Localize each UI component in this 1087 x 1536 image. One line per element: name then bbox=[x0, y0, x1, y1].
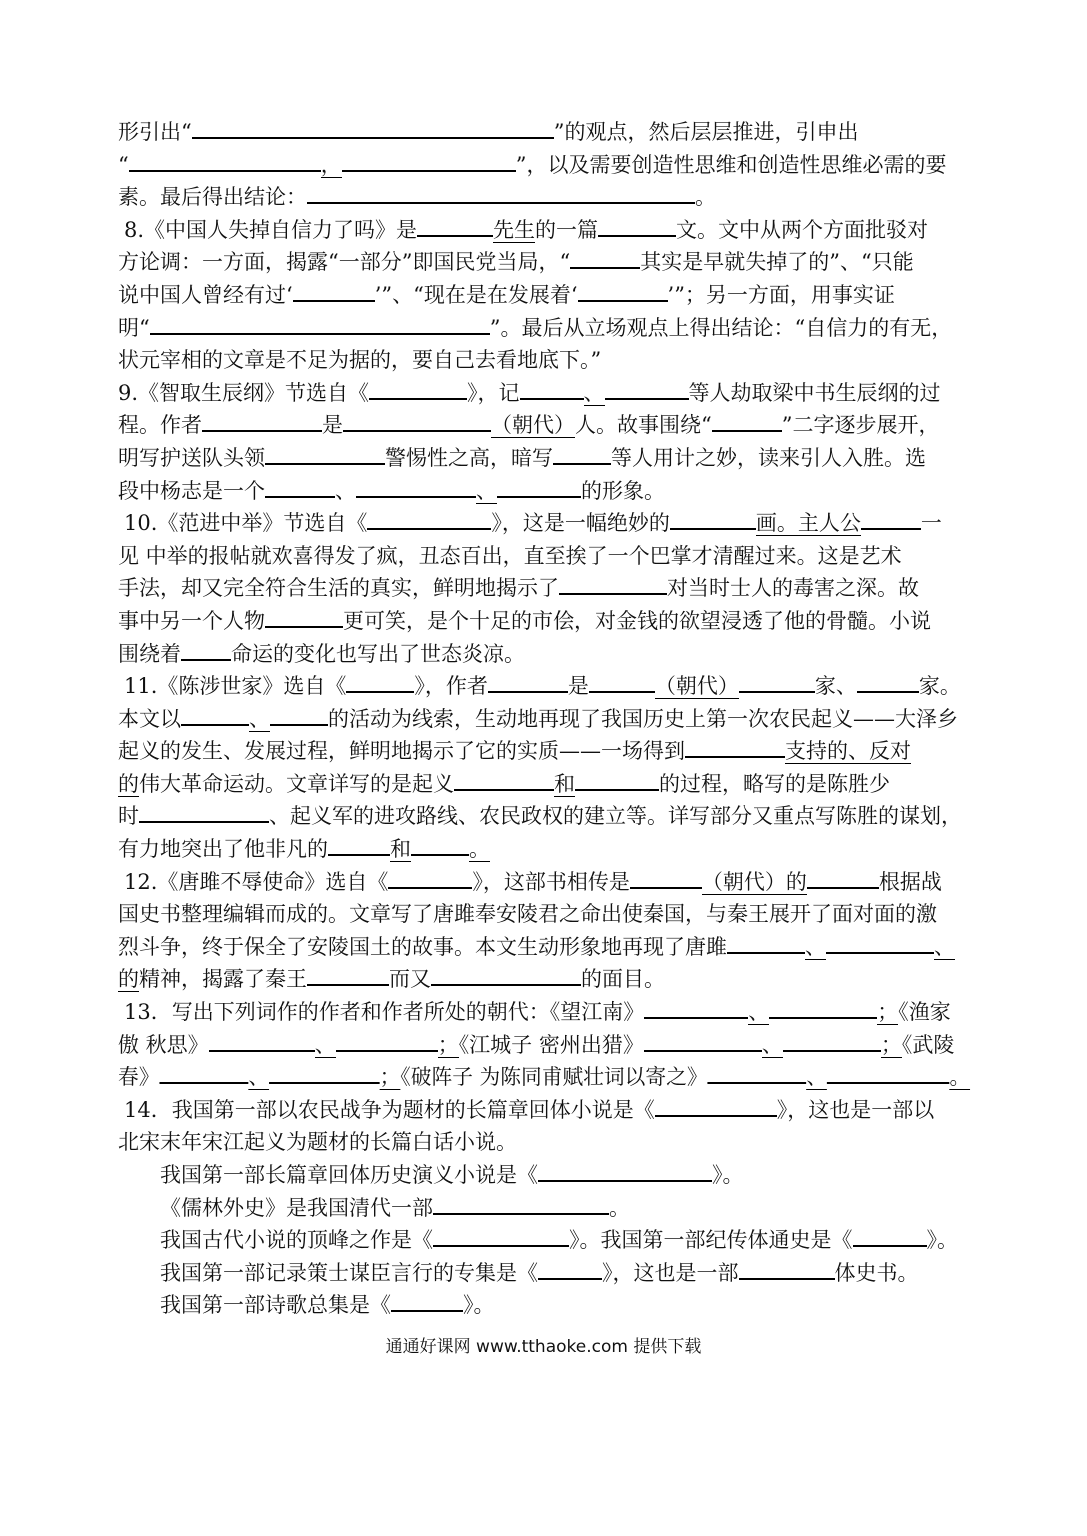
answer-blank[interactable] bbox=[783, 1029, 881, 1052]
line-text: 起义的发生、发展过程，鲜明地揭示了它的实质——一场得到 bbox=[118, 739, 685, 764]
line-text: 烈斗争，终于保全了安陵国土的故事。本文生动形象地再现了唐雎 bbox=[118, 934, 727, 959]
line-text: （朝代）的 bbox=[701, 869, 807, 894]
text-line bbox=[118, 214, 970, 247]
answer-blank[interactable] bbox=[343, 410, 491, 433]
text-line bbox=[118, 279, 970, 312]
line-text: 家、 bbox=[814, 674, 857, 699]
answer-blank[interactable] bbox=[202, 410, 322, 433]
answer-blank[interactable] bbox=[644, 1029, 762, 1052]
answer-blank[interactable] bbox=[367, 508, 491, 531]
answer-blank[interactable] bbox=[270, 703, 328, 726]
text-line bbox=[118, 1289, 970, 1322]
answer-blank[interactable] bbox=[589, 671, 655, 694]
line-text: 、起义军的进攻路线、农民政权的建立等。详写部分又重点写陈胜的谋划， bbox=[269, 804, 962, 829]
footer-credit: 通通好课网 www.tthaoke.com 提供下载 bbox=[385, 1337, 702, 1357]
line-text: 、 bbox=[805, 934, 826, 959]
answer-blank[interactable] bbox=[553, 442, 611, 465]
line-text: 》。我国第一部纪传体通史是《 bbox=[569, 1228, 853, 1253]
line-text: 更可笑，是个十足的市侩，对金钱的欲望浸透了他的骨髓。小说 bbox=[343, 608, 931, 633]
line-text: 》。 bbox=[463, 1293, 495, 1318]
line-text: 的过程，略写的是陈胜少 bbox=[659, 771, 890, 796]
line-text: ”的观点，然后层层推进，引申出 bbox=[553, 120, 859, 144]
answer-blank[interactable] bbox=[538, 1257, 602, 1280]
line-text: ； bbox=[379, 1065, 401, 1090]
text-line bbox=[118, 1224, 970, 1257]
text-line bbox=[118, 996, 970, 1029]
answer-blank[interactable] bbox=[570, 247, 640, 270]
answer-blank[interactable] bbox=[578, 279, 668, 302]
line-text: 10.《范进中举》节选自《 bbox=[124, 511, 368, 536]
text-line bbox=[118, 377, 970, 410]
answer-blank[interactable] bbox=[391, 1290, 463, 1313]
answer-blank[interactable] bbox=[708, 1062, 807, 1085]
line-text: ； bbox=[437, 1032, 459, 1057]
text-line bbox=[118, 1192, 970, 1225]
answer-blank[interactable] bbox=[150, 312, 490, 335]
answer-blank[interactable] bbox=[739, 1257, 835, 1280]
answer-blank[interactable] bbox=[346, 671, 414, 694]
answer-blank[interactable] bbox=[861, 508, 921, 531]
document-body bbox=[118, 116, 970, 1322]
answer-blank[interactable] bbox=[159, 1062, 248, 1085]
line-text: 其实是早就失掉了的”、“只能 bbox=[640, 250, 914, 275]
line-text: 而又 bbox=[389, 967, 431, 992]
line-text: 我国第一部诗歌总集是《 bbox=[160, 1293, 391, 1318]
line-text: ’”；另一方面，用事实证 bbox=[667, 282, 895, 307]
text-line bbox=[118, 605, 970, 638]
answer-blank[interactable] bbox=[712, 410, 782, 433]
line-text: 等人劫取梁中书生辰纲的过 bbox=[688, 380, 941, 405]
line-text: 国史书整理编辑而成的。文章写了唐雎奉安陵君之命出使秦国，与秦王展开了面对面的激 bbox=[118, 902, 937, 927]
line-text: 傲 秋思》 bbox=[118, 1032, 209, 1057]
line-text: 春》 bbox=[118, 1065, 160, 1090]
answer-blank[interactable] bbox=[307, 964, 389, 987]
line-text: 14．我国第一部以农民战争为题材的长篇章回体小说是《 bbox=[124, 1097, 655, 1122]
line-text: 》，记 bbox=[467, 380, 520, 405]
line-text: 》。 bbox=[926, 1228, 958, 1253]
answer-blank[interactable] bbox=[129, 149, 321, 172]
text-line bbox=[118, 670, 970, 703]
line-text: 伟大革命运动。文章详写的是起义 bbox=[139, 771, 454, 796]
text-line bbox=[118, 963, 970, 996]
line-text: 、 bbox=[761, 1032, 783, 1057]
answer-blank[interactable] bbox=[853, 1225, 927, 1248]
line-text: 支持的、反对 bbox=[785, 739, 911, 764]
answer-blank[interactable] bbox=[538, 1159, 712, 1182]
line-text: 画。主人公 bbox=[755, 511, 861, 536]
line-text: 是 bbox=[322, 413, 343, 438]
line-text: 素。最后得出结论： bbox=[118, 185, 307, 210]
text-line bbox=[118, 507, 970, 540]
answer-blank[interactable] bbox=[265, 442, 385, 465]
line-text: 人。故事围绕“ bbox=[575, 413, 712, 438]
answer-blank[interactable] bbox=[739, 671, 757, 694]
text-line bbox=[118, 1159, 970, 1192]
text-line bbox=[118, 475, 970, 508]
text-line bbox=[118, 540, 970, 573]
line-text: 、 bbox=[583, 380, 605, 405]
line-text: 的面目。 bbox=[581, 967, 665, 992]
answer-blank[interactable] bbox=[411, 833, 469, 856]
answer-blank[interactable] bbox=[685, 736, 785, 759]
line-text: 》，这也是一部以 bbox=[776, 1097, 935, 1122]
answer-blank[interactable] bbox=[433, 1225, 569, 1248]
line-text: 说中国人曾经有过‘ bbox=[118, 282, 293, 307]
line-text: 、 bbox=[335, 478, 356, 503]
text-line bbox=[118, 833, 970, 866]
line-text: 本文以 bbox=[118, 706, 181, 731]
line-text: 的 bbox=[118, 967, 139, 992]
answer-blank[interactable] bbox=[827, 1062, 949, 1085]
text-line bbox=[118, 1029, 970, 1062]
line-text: ’”、“现在是在发展着‘ bbox=[374, 282, 578, 307]
line-text: 的活动为线索，生动地再现了我国历史上第一次农民起义——大泽乡 bbox=[328, 706, 958, 731]
line-text: 事中另一个人物 bbox=[118, 608, 265, 633]
line-text: 形引出“ bbox=[118, 120, 192, 144]
answer-blank[interactable] bbox=[181, 638, 231, 661]
line-text: 警惕性之高，暗写 bbox=[385, 445, 553, 470]
line-text: 》，这部书相传是 bbox=[472, 869, 630, 894]
line-text: 程。作者 bbox=[118, 413, 202, 438]
text-line bbox=[118, 1061, 971, 1094]
line-text: 。 bbox=[949, 1065, 971, 1090]
line-text: 的形象。 bbox=[581, 478, 665, 503]
answer-blank[interactable] bbox=[369, 377, 467, 400]
line-text: 家。 bbox=[918, 674, 961, 699]
line-text: 命运的变化也写出了世态炎凉。 bbox=[231, 641, 525, 666]
answer-blank[interactable] bbox=[488, 671, 568, 694]
line-text: 我国第一部记录策士谋臣言行的专集是《 bbox=[160, 1260, 538, 1285]
line-text: 《武陵 bbox=[901, 1032, 955, 1057]
line-text: 11.《陈涉世家》选自《 bbox=[124, 674, 347, 699]
line-text: 9.《智取生辰纲》节选自《 bbox=[118, 380, 370, 405]
answer-blank[interactable] bbox=[293, 279, 375, 302]
text-line bbox=[118, 312, 970, 345]
answer-blank[interactable] bbox=[328, 833, 390, 856]
line-text: ”。最后从立场观点上得出结论：“自信力的有无， bbox=[489, 315, 953, 340]
answer-blank[interactable] bbox=[342, 149, 516, 172]
line-text: 。 bbox=[469, 837, 490, 862]
answer-blank[interactable] bbox=[630, 866, 702, 889]
text-line bbox=[118, 768, 970, 801]
answer-blank[interactable] bbox=[388, 866, 472, 889]
line-text: 段中杨志是一个 bbox=[118, 478, 265, 503]
line-text: 《破阵子 为陈同甫赋壮词以寄之》 bbox=[400, 1065, 708, 1090]
line-text: 时 bbox=[118, 804, 139, 829]
line-text: 的 bbox=[118, 771, 139, 796]
line-text: 、 bbox=[934, 934, 955, 959]
line-text: ”二字逐步展开， bbox=[781, 413, 940, 438]
text-line bbox=[118, 442, 970, 475]
answer-blank[interactable] bbox=[454, 768, 554, 791]
text-line bbox=[118, 800, 970, 833]
text-line bbox=[118, 931, 970, 964]
line-text: 、 bbox=[806, 1065, 828, 1090]
text-line bbox=[118, 638, 970, 671]
answer-blank[interactable] bbox=[644, 996, 748, 1019]
line-text: 方论调：一方面，揭露“一部分”即国民党当局，“ bbox=[118, 250, 571, 275]
text-line bbox=[118, 409, 970, 442]
text-line bbox=[118, 703, 970, 736]
text-line bbox=[118, 572, 970, 605]
line-text: 《江城子 密州出猎》 bbox=[458, 1032, 644, 1057]
answer-blank[interactable] bbox=[826, 931, 934, 954]
line-text: 围绕着 bbox=[118, 641, 181, 666]
line-text: 。 bbox=[695, 185, 716, 210]
line-text: 状元宰相的文章是不足为据的，要自己去看地底下。” bbox=[118, 348, 602, 373]
answer-blank[interactable] bbox=[807, 866, 879, 889]
answer-blank[interactable] bbox=[417, 214, 493, 237]
answer-blank[interactable] bbox=[559, 573, 667, 596]
text-line bbox=[118, 1126, 970, 1159]
line-text: ； bbox=[877, 1000, 899, 1025]
line-text: 》，作者 bbox=[414, 674, 488, 699]
line-text: 、 bbox=[314, 1032, 336, 1057]
line-text: ”，以及需要创造性思维和创造性思维必需的要 bbox=[515, 152, 947, 177]
answer-blank[interactable] bbox=[670, 508, 756, 531]
answer-blank[interactable] bbox=[605, 377, 689, 400]
answer-blank[interactable] bbox=[192, 116, 554, 139]
line-text: 和 bbox=[554, 771, 575, 796]
line-text: 文。文中从两个方面批驳对 bbox=[676, 217, 929, 242]
line-text: 北宋末年宋江起义为题材的长篇白话小说。 bbox=[118, 1130, 517, 1155]
answer-blank[interactable] bbox=[269, 1062, 380, 1085]
text-line bbox=[118, 1257, 970, 1290]
line-text: 和 bbox=[390, 837, 411, 862]
line-text: “ bbox=[118, 152, 129, 177]
text-line bbox=[118, 1094, 970, 1127]
answer-blank[interactable] bbox=[307, 182, 695, 205]
line-text: 《渔家 bbox=[898, 1000, 951, 1025]
answer-blank[interactable] bbox=[433, 1192, 609, 1215]
line-text: 精神，揭露了秦王 bbox=[139, 967, 307, 992]
line-text: 、 bbox=[248, 1065, 270, 1090]
answer-blank[interactable] bbox=[265, 605, 343, 628]
text-line bbox=[118, 735, 970, 768]
line-text: 、 bbox=[249, 706, 270, 731]
text-line bbox=[118, 866, 970, 899]
text-line bbox=[118, 898, 970, 931]
text-line bbox=[118, 149, 970, 182]
line-text: 一 bbox=[920, 511, 942, 536]
answer-blank[interactable] bbox=[655, 1094, 777, 1117]
line-text: 根据战 bbox=[878, 869, 942, 894]
answer-blank[interactable] bbox=[356, 475, 476, 498]
line-text: ； bbox=[880, 1032, 902, 1057]
line-text: 等人用计之妙，读来引人入胜。选 bbox=[611, 445, 926, 470]
line-text: 》，这也是一部 bbox=[602, 1260, 739, 1285]
answer-blank[interactable] bbox=[598, 214, 676, 237]
line-text: 》。 bbox=[712, 1163, 744, 1187]
answer-blank[interactable] bbox=[757, 671, 815, 694]
line-text: 见 中举的报帖就欢喜得发了疯，丑态百出，直至挨了一个巴掌才清醒过来。这是艺术 bbox=[118, 543, 902, 568]
text-line bbox=[118, 181, 970, 214]
line-text: 有力地突出了他非凡的 bbox=[118, 837, 328, 862]
text-line bbox=[118, 344, 970, 377]
line-text: （朝代） bbox=[654, 674, 739, 699]
line-text: 、 bbox=[748, 1000, 770, 1025]
line-text: 手法，却又完全符合生活的真实，鲜明地揭示了 bbox=[118, 576, 559, 601]
line-text: 》，这是一幅绝妙的 bbox=[491, 511, 670, 536]
text-line bbox=[118, 246, 970, 279]
line-text: 8.《中国人失掉自信力了吗》是 bbox=[124, 217, 418, 242]
text-line bbox=[118, 116, 970, 149]
answer-blank[interactable] bbox=[769, 996, 877, 1019]
line-text: 的一篇 bbox=[535, 217, 599, 242]
answer-blank[interactable] bbox=[497, 475, 581, 498]
line-text: 我国古代小说的顶峰之作是《 bbox=[160, 1228, 433, 1253]
line-text: 、 bbox=[476, 478, 497, 503]
answer-blank[interactable] bbox=[265, 475, 335, 498]
line-text: 。 bbox=[609, 1195, 630, 1220]
answer-blank[interactable] bbox=[336, 1029, 438, 1052]
line-text: 《儒林外史》是我国清代一部 bbox=[160, 1195, 433, 1220]
line-text: （朝代） bbox=[491, 413, 575, 438]
answer-blank[interactable] bbox=[520, 377, 584, 400]
answer-blank[interactable] bbox=[209, 1029, 315, 1052]
answer-blank[interactable] bbox=[575, 768, 659, 791]
line-text: ， bbox=[320, 152, 342, 177]
line-text: 对当时士人的毒害之深。故 bbox=[667, 576, 919, 601]
line-text: 12.《唐雎不辱使命》选自《 bbox=[124, 869, 389, 894]
line-text: 是 bbox=[567, 674, 589, 699]
answer-blank[interactable] bbox=[857, 671, 919, 694]
answer-blank[interactable] bbox=[727, 931, 805, 954]
answer-blank[interactable] bbox=[181, 703, 249, 726]
answer-blank[interactable] bbox=[139, 801, 269, 824]
line-text: 体史书。 bbox=[834, 1260, 919, 1285]
line-text: 13．写出下列词作的作者和作者所处的朝代：《望江南》 bbox=[124, 1000, 645, 1025]
line-text: 我国第一部长篇章回体历史演义小说是《 bbox=[160, 1163, 538, 1187]
line-text: 明“ bbox=[118, 315, 150, 340]
line-text: 明写护送队头领 bbox=[118, 445, 265, 470]
answer-blank[interactable] bbox=[431, 964, 581, 987]
line-text: 先生 bbox=[493, 217, 536, 242]
